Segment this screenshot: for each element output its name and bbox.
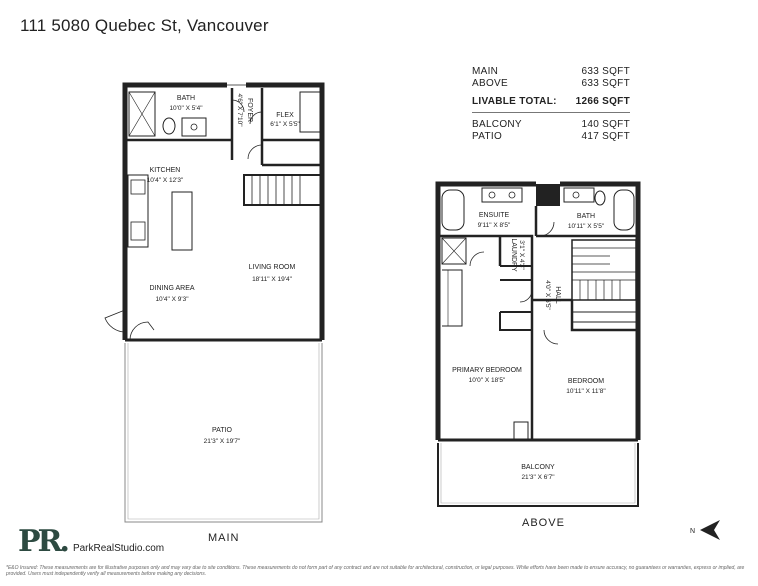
main-toilet (163, 118, 175, 134)
main-patio-door (130, 322, 154, 340)
above-bath-sink (573, 192, 579, 198)
main-patio-label: PATIO (212, 427, 232, 434)
above-bath-walls (536, 206, 638, 236)
above-balcony-label: BALCONY (521, 464, 555, 471)
main-plan-title: MAIN (208, 532, 240, 544)
main-foyer-dims: 4'6" X 7'10" (236, 93, 243, 127)
above-laundry-dims: 3'1" X 4'3" (518, 240, 525, 270)
summary-balcony-value: 140 SQFT (581, 119, 630, 130)
main-stair-outline (244, 175, 322, 205)
main-side-door (105, 310, 125, 332)
above-bedroom-dims: 10'11" X 11'8" (566, 388, 606, 395)
logo-text: ParkRealStudio.com (72, 543, 165, 554)
above-ensuite-vanity (482, 188, 522, 202)
above-bedroom-label: BEDROOM (567, 378, 605, 385)
above-hall-label: HALL (554, 286, 561, 304)
main-flex-label: FLEX (276, 112, 294, 119)
above-primary-nook (514, 422, 528, 440)
above-bath-door (540, 222, 554, 236)
main-floor-plan (105, 85, 322, 522)
property-address: 111 5080 Quebec St, Vancouver (20, 16, 269, 35)
main-living-label: LIVING ROOM (248, 264, 296, 271)
main-stair-treads (252, 175, 300, 205)
main-shower-cross (129, 92, 155, 136)
summary-above-label: ABOVE (472, 78, 508, 89)
north-compass (690, 518, 726, 547)
above-ensuite-label: ENSUITE (478, 212, 510, 219)
above-ensuite-sink-1 (489, 192, 495, 198)
main-kitchen-sink (131, 222, 145, 240)
main-closet-door (248, 145, 262, 159)
main-kitchen-dims: 10'4" X 12'3" (146, 177, 184, 184)
disclaimer: *E&O Insured: These measurements are for illustrative purposes only and may vary due to site conditions. These measurements do not form part of any contract and are not suitable for architectural, construction, or legal purposes. While efforts have been made to ensure accuracy, no guarantees or warranties, express or implied, are provided. Users must independently verify all measurements before making any decisions. (6, 565, 745, 577)
above-primary-dims: 10'0" X 18'5" (468, 377, 506, 384)
above-primary-door (520, 290, 532, 302)
above-bath-label: BATH (576, 213, 596, 220)
above-ensuite-sink-2 (509, 192, 515, 198)
above-balcony-inner (441, 443, 635, 503)
main-vanity (182, 118, 206, 136)
above-ensuite-tub (442, 190, 464, 230)
studio-logo (18, 524, 165, 559)
main-flex-counter (300, 92, 320, 132)
above-floor-plan (438, 184, 638, 506)
main-kitchen-label: KITCHEN (149, 167, 181, 174)
main-foyer-label: FOYER (246, 97, 253, 123)
above-primary-closet (442, 270, 462, 326)
summary-patio-value: 417 SQFT (581, 131, 630, 142)
logo-mark: PR. (18, 524, 67, 559)
summary-main-label: MAIN (472, 66, 499, 77)
compass-label: N (690, 528, 696, 535)
above-bath-dims: 10'11" X 5'5" (567, 223, 605, 230)
above-ensuite-door (470, 252, 484, 266)
summary-patio-label: PATIO (472, 131, 503, 142)
above-shower-cross (442, 238, 466, 264)
above-hall-dims: 4'0" X 6'5" (544, 280, 551, 310)
summary-main-value: 633 SQFT (581, 66, 630, 77)
main-flex-dims: 6'1" X 5'5" (270, 121, 300, 128)
above-primary-label: PRIMARY BEDROOM (452, 367, 522, 374)
summary-above-value: 633 SQFT (581, 78, 630, 89)
main-stair-upper (300, 165, 322, 175)
above-ensuite-dims: 9'11" X 8'5" (477, 222, 511, 229)
main-living-dims: 18'11" X 19'4" (252, 276, 292, 283)
north-arrow-icon (690, 518, 726, 542)
above-closet-walls (500, 312, 532, 330)
summary-balcony-label: BALCONY (472, 119, 522, 130)
above-stair-treads (572, 248, 636, 300)
main-bath-dims: 10'0" X 5'4" (169, 105, 203, 112)
main-dining-dims: 10'4" X 9'3" (155, 296, 189, 303)
above-bath-tub (614, 190, 634, 230)
main-sink (191, 124, 197, 130)
above-plan-title: ABOVE (522, 517, 565, 529)
above-bedroom-door (544, 330, 558, 344)
above-shaft (536, 184, 560, 206)
main-cooktop (131, 180, 145, 194)
above-bedroom-closet (572, 312, 636, 322)
main-kitchen-island (172, 192, 192, 250)
main-patio-dims: 21'3" X 19'7" (203, 438, 241, 445)
summary-total-label: LIVABLE TOTAL: (472, 96, 557, 107)
main-dining-label: DINING AREA (149, 285, 195, 292)
above-balcony-dims: 21'3" X 6'7" (521, 474, 555, 481)
above-laundry-label: LAUNDRY (510, 238, 517, 272)
above-bath-toilet (595, 191, 605, 205)
summary-total-value: 1266 SQFT (575, 96, 630, 107)
main-bath-label: BATH (176, 95, 196, 102)
